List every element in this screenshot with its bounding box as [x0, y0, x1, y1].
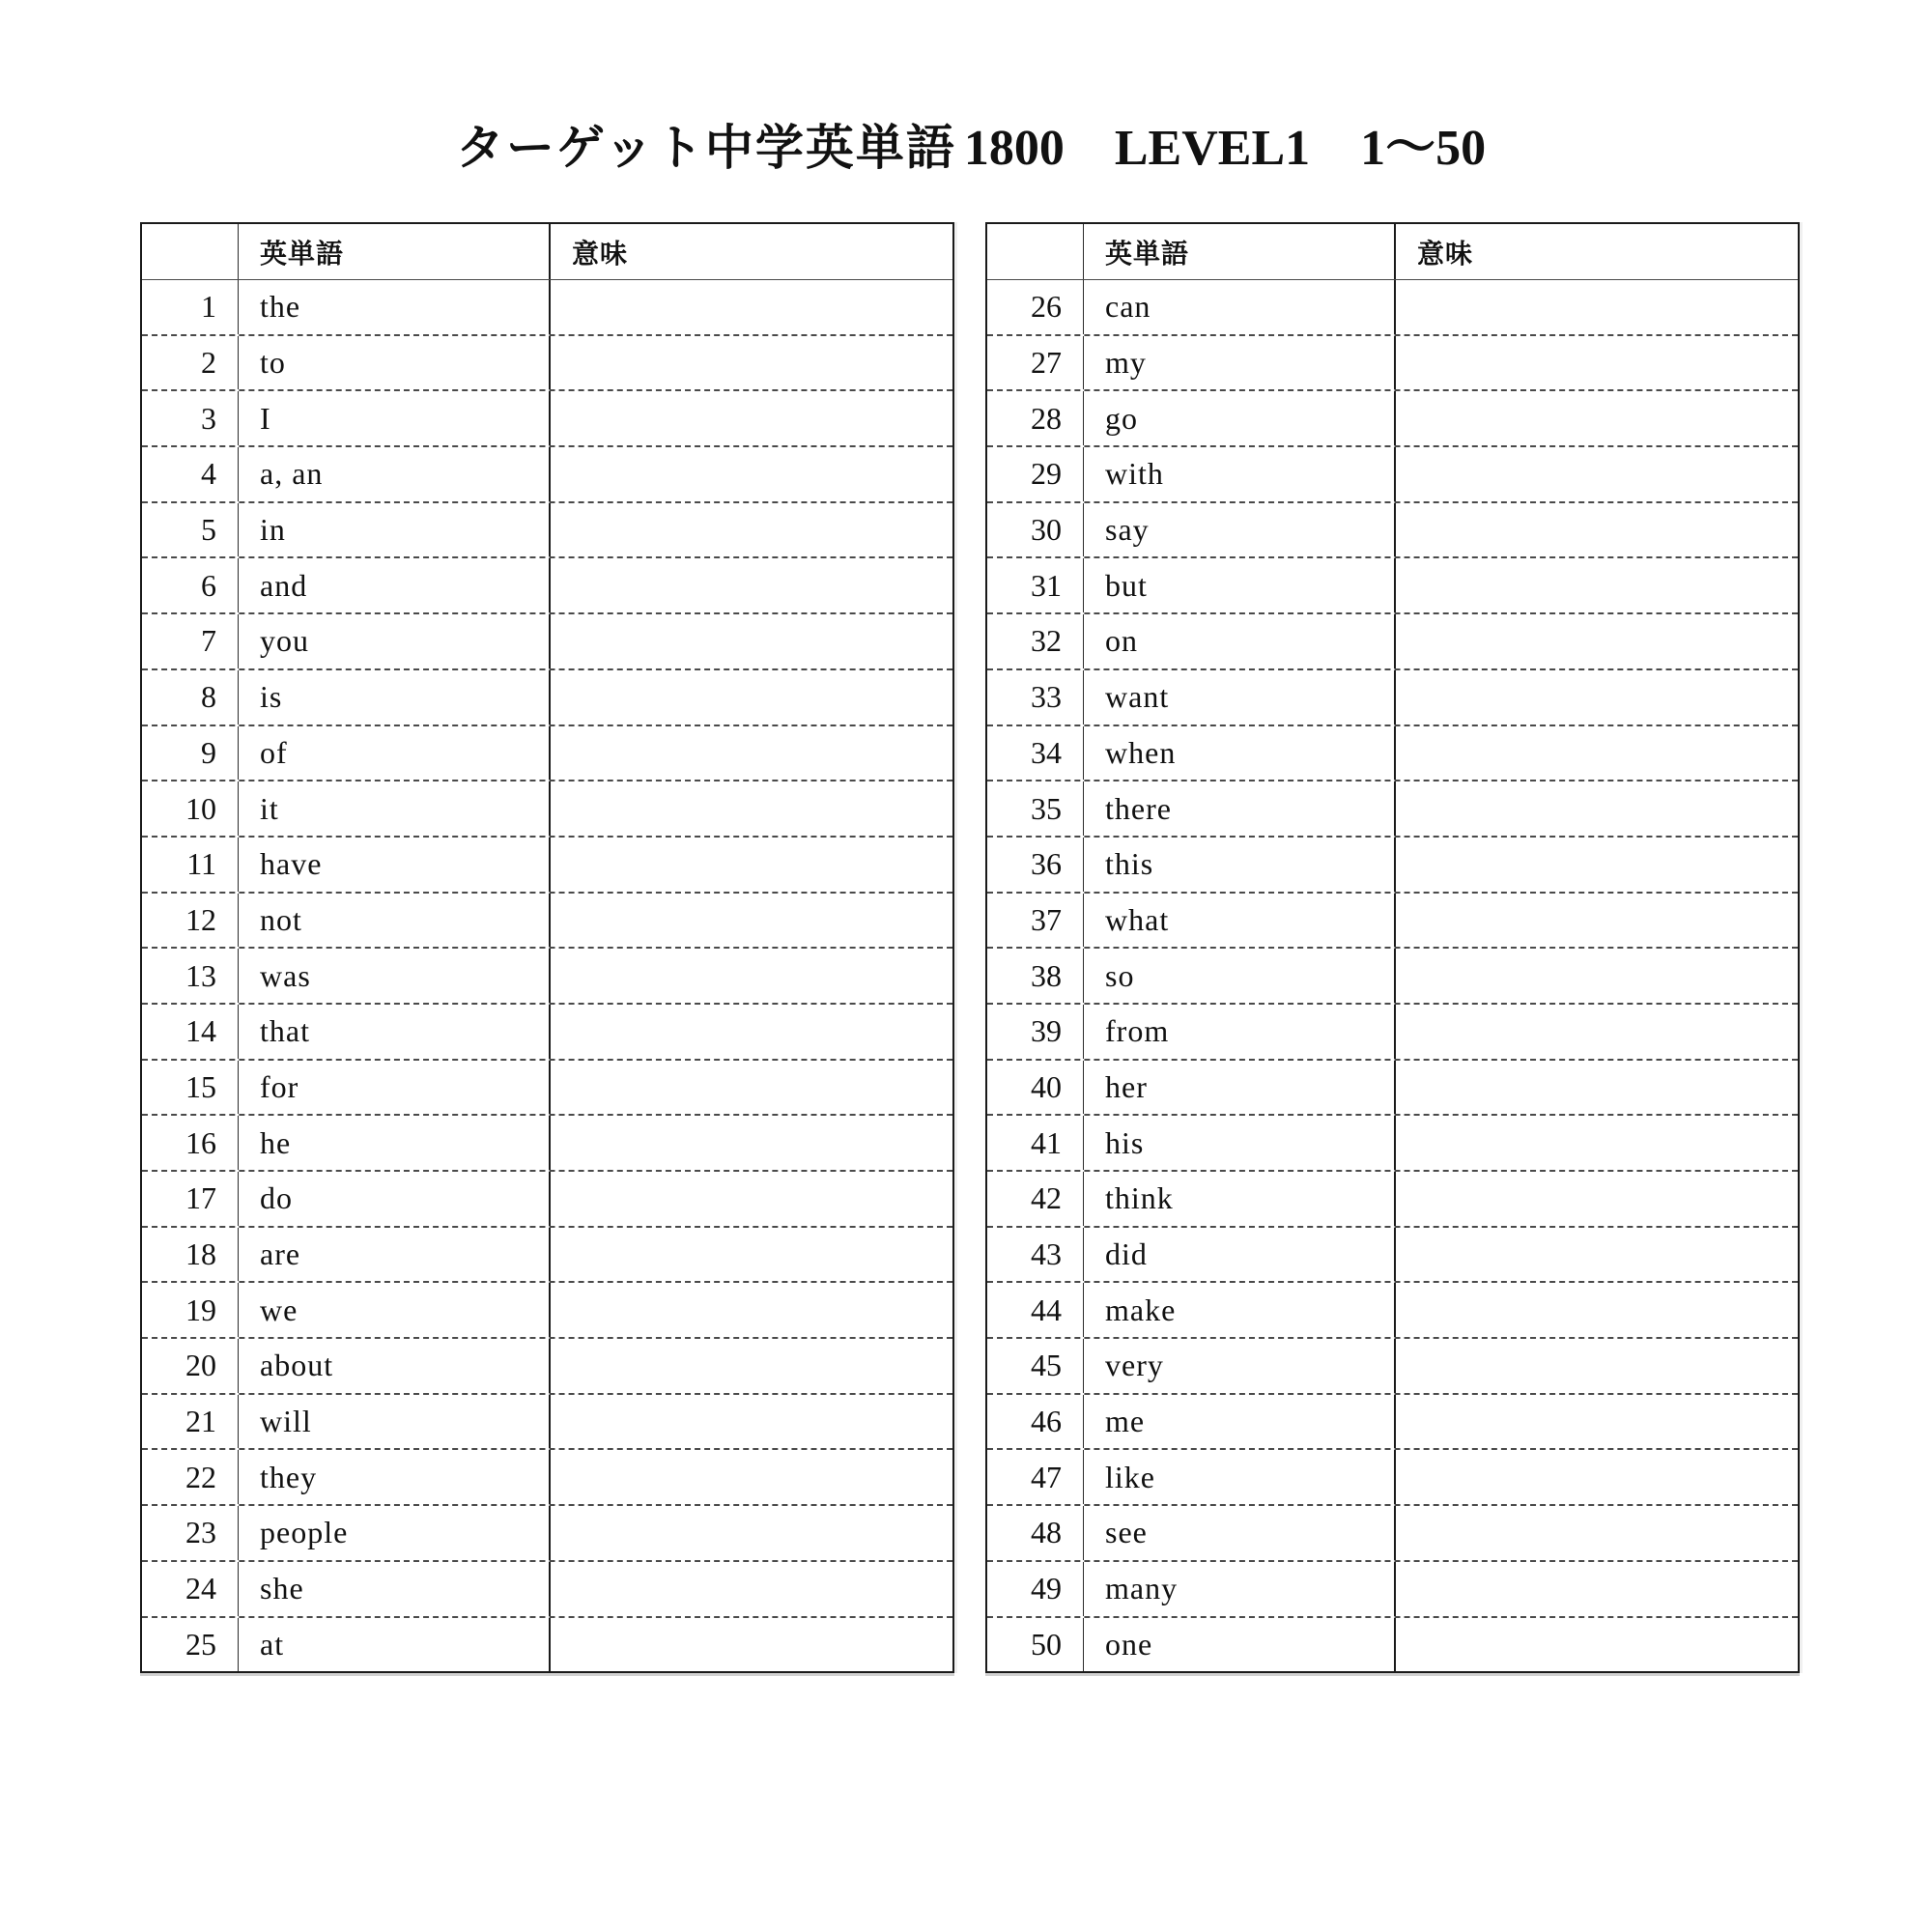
meaning-cell	[551, 391, 952, 445]
table-row	[987, 1005, 1798, 1061]
english-word: can	[1084, 280, 1396, 334]
meaning-cell	[1396, 1506, 1798, 1560]
row-number: 5	[142, 503, 239, 557]
english-word: have	[239, 838, 551, 892]
meaning-cell	[551, 1061, 952, 1115]
row-number: 4	[142, 447, 239, 501]
row-number: 46	[987, 1395, 1084, 1449]
table-row	[142, 1228, 952, 1284]
table-row	[142, 614, 952, 670]
meaning-cell	[1396, 1116, 1798, 1170]
english-word: what	[1084, 894, 1396, 948]
table-row	[987, 949, 1798, 1005]
meaning-cell	[551, 558, 952, 612]
table-row	[142, 336, 952, 392]
table-row	[987, 838, 1798, 894]
meaning-cell	[551, 1339, 952, 1393]
row-number: 50	[987, 1618, 1084, 1672]
english-word: is	[239, 670, 551, 724]
table-row	[142, 1061, 952, 1117]
english-word: of	[239, 726, 551, 781]
number-column-header	[142, 224, 239, 279]
row-number: 48	[987, 1506, 1084, 1560]
row-number: 22	[142, 1450, 239, 1504]
table-row	[142, 949, 952, 1005]
english-word: so	[1084, 949, 1396, 1003]
english-word: but	[1084, 558, 1396, 612]
english-word: it	[239, 781, 551, 836]
meaning-cell	[551, 614, 952, 668]
table-row	[142, 1506, 952, 1562]
english-word: people	[239, 1506, 551, 1560]
meaning-cell	[1396, 1339, 1798, 1393]
english-word: there	[1084, 781, 1396, 836]
english-word: about	[239, 1339, 551, 1393]
english-word: this	[1084, 838, 1396, 892]
table-row	[142, 1339, 952, 1395]
english-word: like	[1084, 1450, 1396, 1504]
meaning-cell	[551, 1395, 952, 1449]
row-number: 19	[142, 1283, 239, 1337]
row-number: 6	[142, 558, 239, 612]
table-row	[987, 894, 1798, 950]
row-number: 7	[142, 614, 239, 668]
meaning-cell	[551, 336, 952, 390]
meaning-cell	[551, 1562, 952, 1616]
page-title-japanese: ターゲット中学英単語	[455, 121, 956, 175]
row-number: 15	[142, 1061, 239, 1115]
table-row	[142, 558, 952, 614]
english-word: from	[1084, 1005, 1396, 1059]
meaning-cell	[1396, 1450, 1798, 1504]
meaning-cell	[1396, 726, 1798, 781]
table-row	[142, 1116, 952, 1172]
table-row	[987, 280, 1798, 336]
row-number: 14	[142, 1005, 239, 1059]
table-row	[987, 781, 1798, 838]
row-number: 25	[142, 1618, 239, 1672]
english-word: me	[1084, 1395, 1396, 1449]
table-row	[987, 558, 1798, 614]
meaning-cell	[1396, 1395, 1798, 1449]
meaning-cell	[1396, 447, 1798, 501]
table-row	[987, 336, 1798, 392]
english-word: the	[239, 280, 551, 334]
english-word: we	[239, 1283, 551, 1337]
english-word: to	[239, 336, 551, 390]
meaning-cell	[551, 949, 952, 1003]
english-word: say	[1084, 503, 1396, 557]
meaning-cell	[1396, 894, 1798, 948]
meaning-cell	[551, 447, 952, 501]
english-word: see	[1084, 1506, 1396, 1560]
meaning-cell	[551, 894, 952, 948]
meaning-cell	[551, 1450, 952, 1504]
english-word: make	[1084, 1283, 1396, 1337]
row-number: 42	[987, 1172, 1084, 1226]
english-word: a, an	[239, 447, 551, 501]
row-number: 43	[987, 1228, 1084, 1282]
english-word: that	[239, 1005, 551, 1059]
table-row	[142, 670, 952, 726]
table-row	[142, 726, 952, 782]
row-number: 11	[142, 838, 239, 892]
meaning-cell	[1396, 1283, 1798, 1337]
row-number: 30	[987, 503, 1084, 557]
row-number: 27	[987, 336, 1084, 390]
row-number: 37	[987, 894, 1084, 948]
table-row	[987, 1450, 1798, 1506]
english-word: with	[1084, 447, 1396, 501]
english-word: I	[239, 391, 551, 445]
meaning-cell	[1396, 1172, 1798, 1226]
table-row	[142, 1005, 952, 1061]
table-row	[142, 1395, 952, 1451]
english-word: on	[1084, 614, 1396, 668]
table-header-row	[987, 224, 1798, 280]
meaning-cell	[1396, 1228, 1798, 1282]
row-number: 45	[987, 1339, 1084, 1393]
table-row	[142, 1618, 952, 1672]
column-header-meaning: 意味	[572, 238, 629, 269]
meaning-cell	[1396, 280, 1798, 334]
meaning-cell	[1396, 391, 1798, 445]
meaning-cell	[1396, 670, 1798, 724]
page-title-range: 1～50	[1360, 121, 1487, 176]
english-word: and	[239, 558, 551, 612]
table-row	[142, 838, 952, 894]
row-number: 41	[987, 1116, 1084, 1170]
meaning-cell	[551, 1283, 952, 1337]
row-number: 3	[142, 391, 239, 445]
row-number: 26	[987, 280, 1084, 334]
meaning-cell	[551, 1618, 952, 1672]
table-row	[142, 1172, 952, 1228]
table-row	[987, 1562, 1798, 1618]
table-row	[142, 1450, 952, 1506]
row-number: 44	[987, 1283, 1084, 1337]
page-title-level: LEVEL1	[1114, 121, 1311, 176]
row-number: 21	[142, 1395, 239, 1449]
table-row	[987, 1618, 1798, 1672]
table-row	[987, 1339, 1798, 1395]
vocab-table-1-25	[140, 222, 954, 1673]
row-number: 12	[142, 894, 239, 948]
meaning-cell	[551, 838, 952, 892]
english-word: she	[239, 1562, 551, 1616]
table-row	[142, 391, 952, 447]
english-word: not	[239, 894, 551, 948]
row-number: 20	[142, 1339, 239, 1393]
table-row	[987, 1506, 1798, 1562]
meaning-cell	[551, 1172, 952, 1226]
page-title-edition-number: 1800	[963, 121, 1065, 176]
english-word: his	[1084, 1116, 1396, 1170]
english-word: for	[239, 1061, 551, 1115]
table-row	[987, 1283, 1798, 1339]
english-word: they	[239, 1450, 551, 1504]
table-row	[987, 447, 1798, 503]
english-word: he	[239, 1116, 551, 1170]
meaning-cell	[1396, 1005, 1798, 1059]
english-word: one	[1084, 1618, 1396, 1672]
row-number: 23	[142, 1506, 239, 1560]
meaning-cell	[551, 1228, 952, 1282]
table-row	[142, 503, 952, 559]
row-number: 33	[987, 670, 1084, 724]
table-row	[142, 781, 952, 838]
table-row	[987, 726, 1798, 782]
row-number: 1	[142, 280, 239, 334]
meaning-cell	[551, 1005, 952, 1059]
table-row	[987, 1116, 1798, 1172]
table-row	[987, 1228, 1798, 1284]
page-title	[140, 120, 1802, 188]
table-row	[987, 614, 1798, 670]
row-number: 32	[987, 614, 1084, 668]
row-number: 40	[987, 1061, 1084, 1115]
row-number: 9	[142, 726, 239, 781]
english-word: my	[1084, 336, 1396, 390]
table-row	[987, 1172, 1798, 1228]
row-number: 29	[987, 447, 1084, 501]
english-word: many	[1084, 1562, 1396, 1616]
row-number: 18	[142, 1228, 239, 1282]
meaning-cell	[1396, 1061, 1798, 1115]
row-number: 13	[142, 949, 239, 1003]
meaning-cell	[551, 1506, 952, 1560]
row-number: 17	[142, 1172, 239, 1226]
meaning-cell	[551, 726, 952, 781]
row-number: 47	[987, 1450, 1084, 1504]
meaning-cell	[1396, 503, 1798, 557]
english-word: was	[239, 949, 551, 1003]
table-row	[987, 1395, 1798, 1451]
meaning-cell	[551, 1116, 952, 1170]
table-row	[142, 1283, 952, 1339]
row-number: 10	[142, 781, 239, 836]
table-row	[142, 894, 952, 950]
english-word: very	[1084, 1339, 1396, 1393]
row-number: 16	[142, 1116, 239, 1170]
meaning-cell	[1396, 558, 1798, 612]
row-number: 31	[987, 558, 1084, 612]
row-number: 28	[987, 391, 1084, 445]
meaning-cell	[1396, 949, 1798, 1003]
column-header-word: 英単語	[239, 224, 551, 279]
row-number: 49	[987, 1562, 1084, 1616]
english-word: at	[239, 1618, 551, 1672]
meaning-cell	[551, 670, 952, 724]
meaning-cell	[551, 503, 952, 557]
table-row	[987, 1061, 1798, 1117]
row-number: 35	[987, 781, 1084, 836]
row-number: 38	[987, 949, 1084, 1003]
table-row	[987, 670, 1798, 726]
english-word: go	[1084, 391, 1396, 445]
row-number: 2	[142, 336, 239, 390]
english-word: are	[239, 1228, 551, 1282]
english-word: you	[239, 614, 551, 668]
meaning-cell	[1396, 781, 1798, 836]
meaning-cell	[1396, 614, 1798, 668]
english-word: did	[1084, 1228, 1396, 1282]
meaning-cell	[1396, 838, 1798, 892]
english-word: will	[239, 1395, 551, 1449]
english-word: do	[239, 1172, 551, 1226]
row-number: 39	[987, 1005, 1084, 1059]
column-header-meaning: 意味	[1417, 238, 1474, 269]
english-word: think	[1084, 1172, 1396, 1226]
column-header-word: 英単語	[1084, 224, 1396, 279]
meaning-cell	[1396, 336, 1798, 390]
row-number: 8	[142, 670, 239, 724]
table-row	[142, 447, 952, 503]
english-word: when	[1084, 726, 1396, 781]
meaning-cell	[551, 781, 952, 836]
meaning-cell	[1396, 1562, 1798, 1616]
table-row	[987, 391, 1798, 447]
row-number: 34	[987, 726, 1084, 781]
table-header-row	[142, 224, 952, 280]
meaning-cell	[1396, 1618, 1798, 1672]
row-number: 36	[987, 838, 1084, 892]
vocab-table-26-50	[985, 222, 1800, 1673]
english-word: in	[239, 503, 551, 557]
english-word: her	[1084, 1061, 1396, 1115]
number-column-header	[987, 224, 1084, 279]
table-row	[142, 1562, 952, 1618]
table-row	[142, 280, 952, 336]
english-word: want	[1084, 670, 1396, 724]
row-number: 24	[142, 1562, 239, 1616]
table-row	[987, 503, 1798, 559]
meaning-cell	[551, 280, 952, 334]
